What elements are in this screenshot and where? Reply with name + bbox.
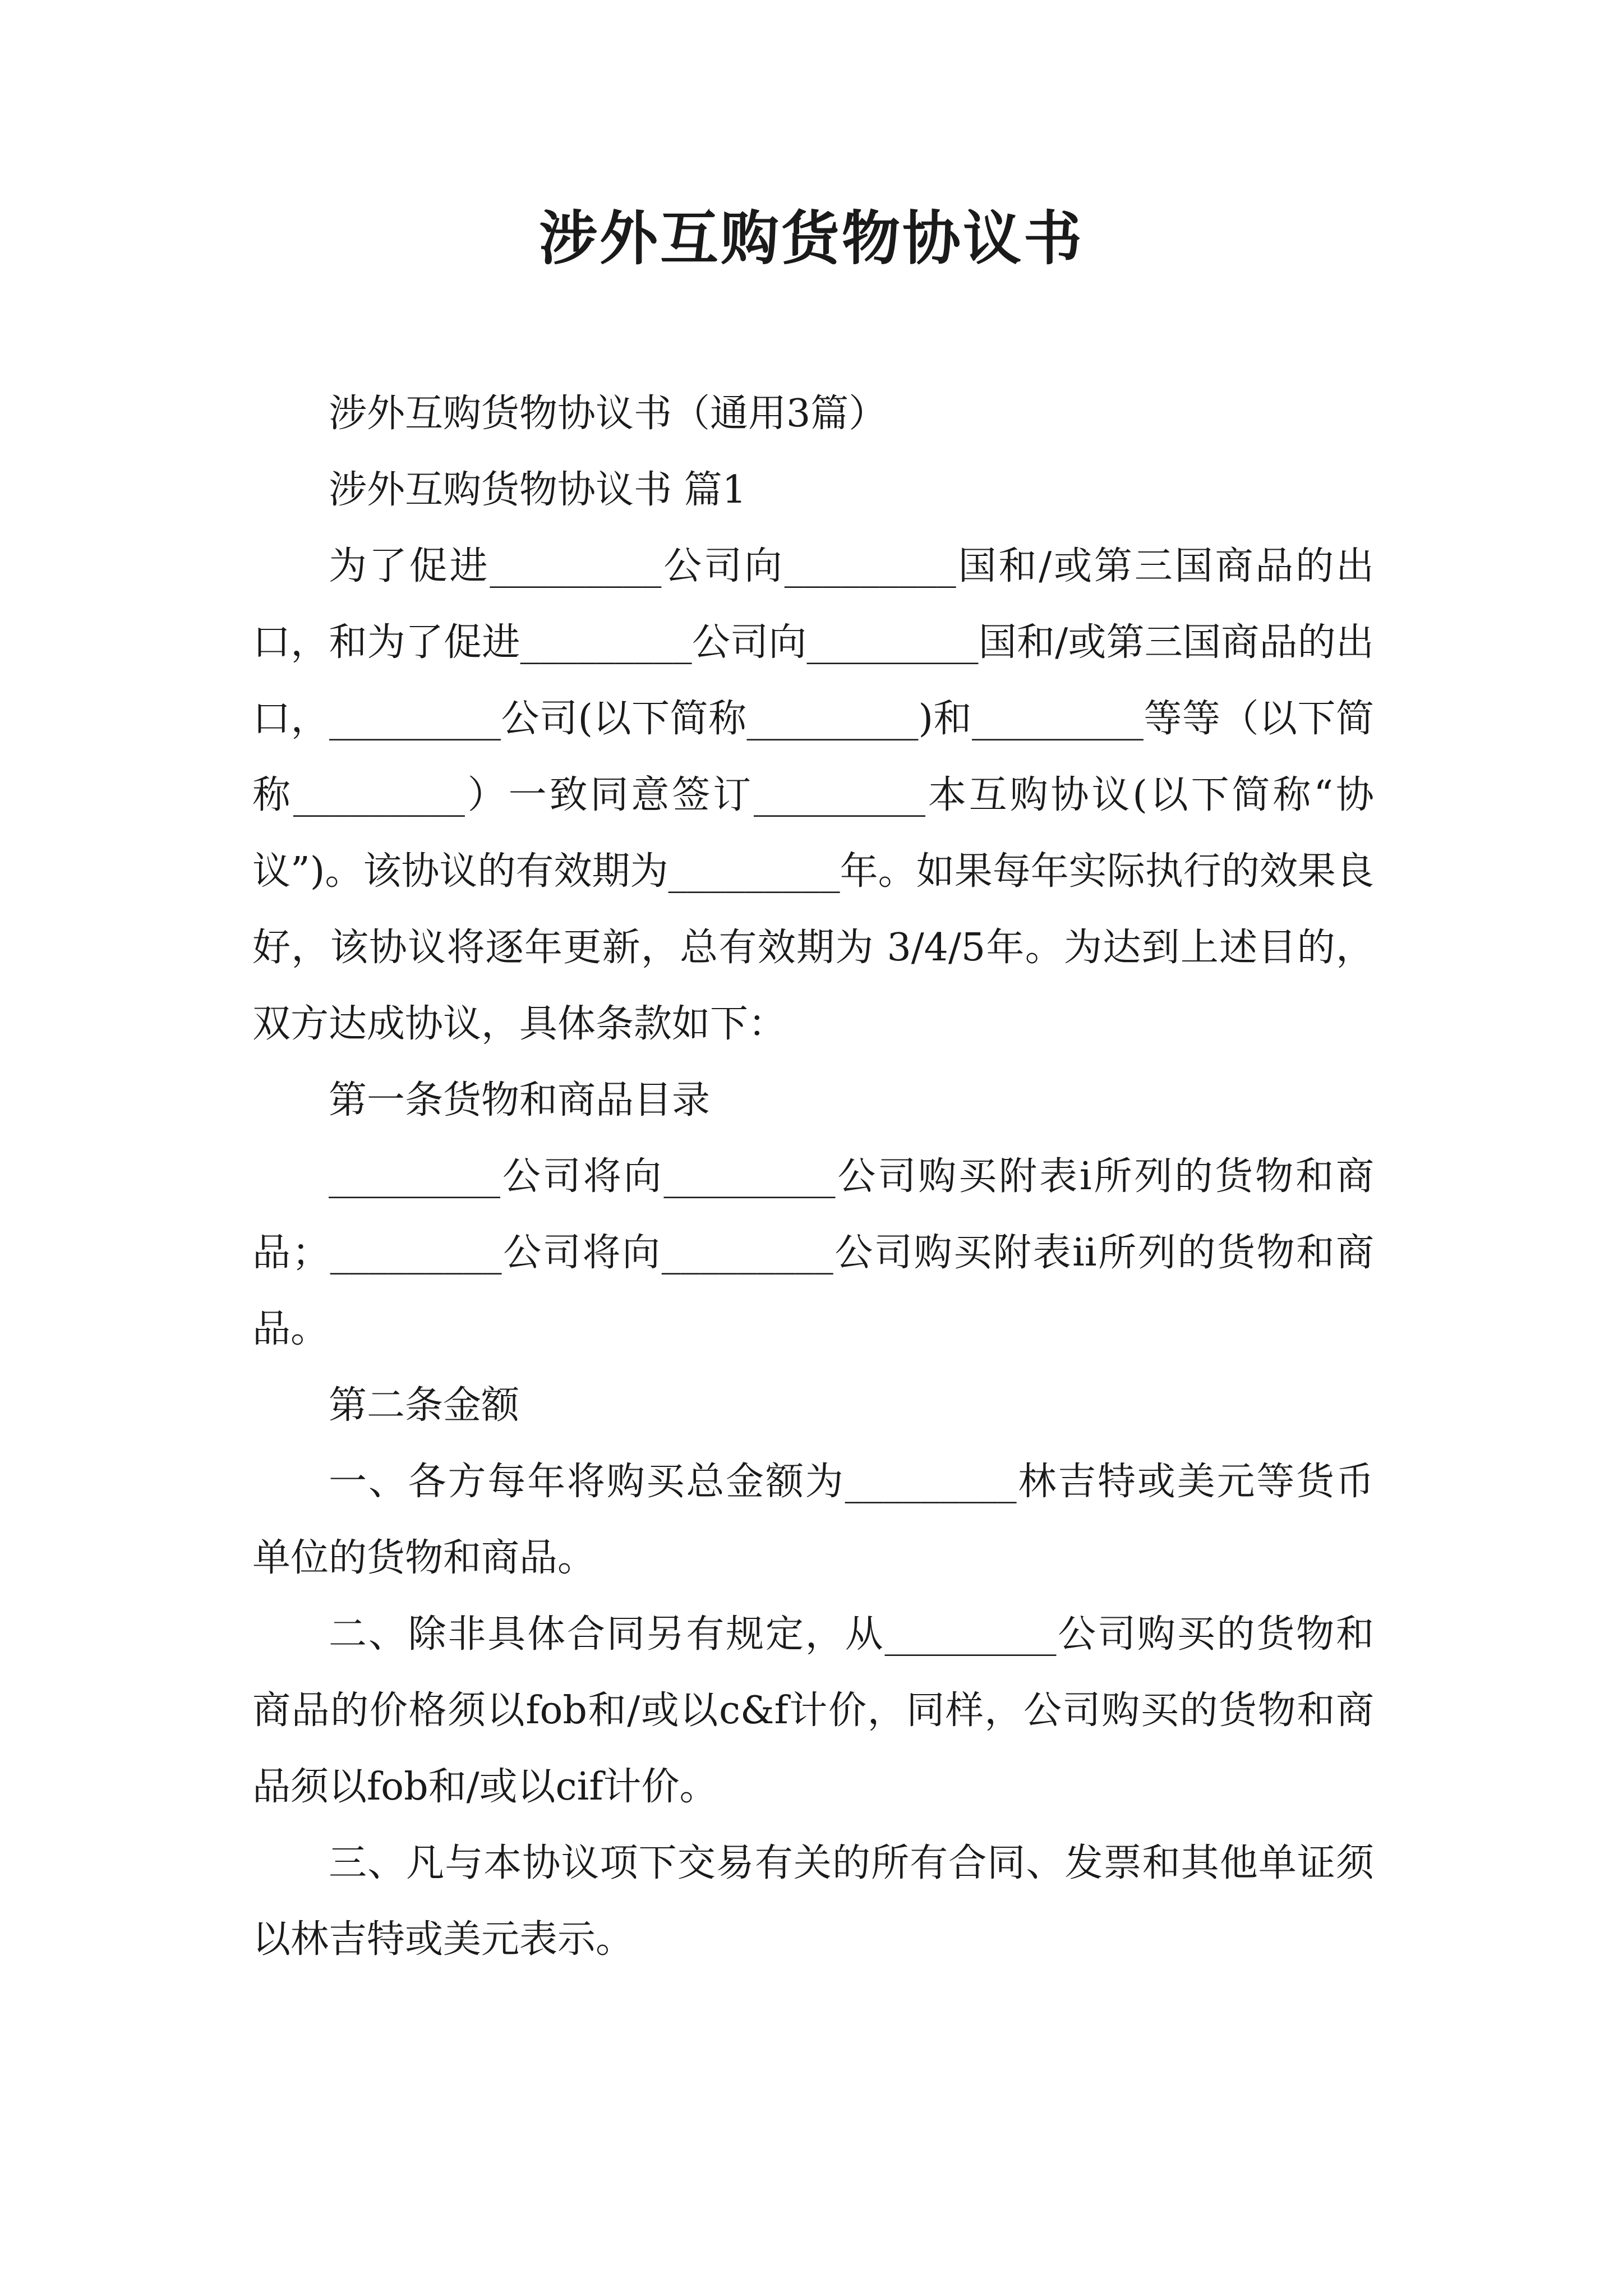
body-paragraph: _________公司将向_________公司购买附表i所列的货物和商品；_________公司将向_________公司购买附表ii所列的货物和商品。 (252, 1154, 1374, 1351)
body-paragraph: 二、除非具体合同另有规定，从_________公司购买的货物和商品的价格须以fob和/或以c&f计价，同样，公司购买的货物和商品须以fob和/或以cif计价。 (252, 1612, 1374, 1809)
body-paragraph: 三、凡与本协议项下交易有关的所有合同、发票和其他单证须以林吉特或美元表示。 (252, 1841, 1374, 1962)
document-body (252, 376, 1374, 1978)
body-paragraph: 一、各方每年将购买总金额为_________林吉特或美元等货币单位的货物和商品。 (252, 1460, 1374, 1580)
article-heading: 第二条金额 (329, 1383, 520, 1428)
document-title: 涉外互购货物协议书 (538, 204, 1084, 273)
subtitle-paragraph: 涉外互购货物协议书（通用3篇） (329, 392, 887, 436)
article-heading: 第一条货物和商品目录 (329, 1078, 711, 1122)
preamble-paragraph: 为了促进_________公司向_________国和/或第三国商品的出口，和为了促进_________公司向_________国和/或第三国商品的出口，_________公司(以下简称_________)和_________等等（以下简称_________）一致同意签订_________本互购协议(以下简称“协议”)。该协议的有效期为_________年。如果每年实际执行的效果良好，该协议将逐年更新，总有效期为 3/4/5年。为达到上述目的，双方达成协议，具体条款如下： (252, 544, 1374, 1046)
section-heading: 涉外互购货物协议书 篇1 (329, 468, 746, 512)
